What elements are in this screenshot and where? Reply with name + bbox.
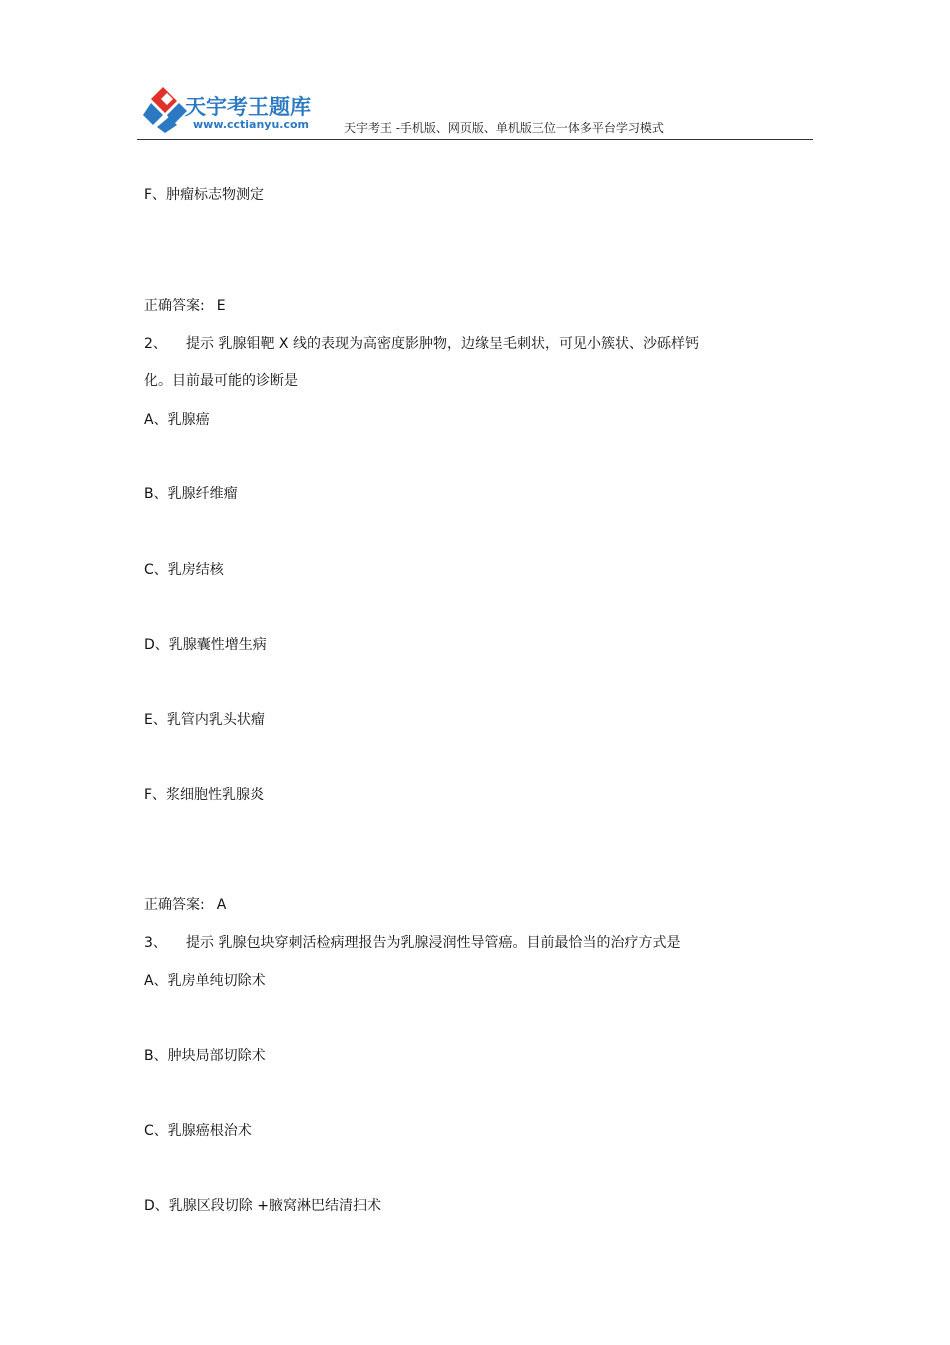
q3-option-d: D、乳腺区段切除 +腋窝淋巴结清扫术 <box>144 1198 381 1214</box>
q2-stem-line2: 化。目前最可能的诊断是 <box>144 373 298 389</box>
answer-value: A <box>216 897 227 913</box>
q2-option-c: C、乳房结核 <box>144 562 224 578</box>
q2-answer <box>144 896 226 914</box>
q1-answer <box>144 297 226 315</box>
question-number: 2、 <box>144 336 167 352</box>
q3-option-a: A、乳房单纯切除术 <box>144 973 266 989</box>
q1-option-f: F、肿瘤标志物测定 <box>144 187 265 203</box>
q3-stem <box>144 934 680 952</box>
logo-mark-icon <box>143 85 189 133</box>
q3-option-c: C、乳腺癌根治术 <box>144 1123 252 1139</box>
q3-option-b: B、肿块局部切除术 <box>144 1048 266 1064</box>
logo-title: 天宇考王题库 <box>185 95 311 119</box>
q2-option-a: A、乳腺癌 <box>144 412 210 428</box>
q2-stem-line1 <box>144 335 699 353</box>
q2-option-f: F、浆细胞性乳腺炎 <box>144 787 265 803</box>
answer-value: E <box>216 298 226 314</box>
q2-option-e: E、乳管内乳头状瘤 <box>144 712 265 728</box>
q2-option-d: D、乳腺囊性增生病 <box>144 637 267 653</box>
question-text: 提示 乳腺包块穿刺活检病理报告为乳腺浸润性导管癌。目前最恰当的治疗方式是 <box>186 935 681 951</box>
question-number: 3、 <box>144 935 167 951</box>
site-logo[interactable] <box>143 83 323 135</box>
answer-label: 正确答案: <box>144 298 205 314</box>
header-tagline: 天宇考王 -手机版、网页版、单机版三位一体多平台学习模式 <box>344 121 664 135</box>
logo-url[interactable]: www.cctianyu.com <box>193 118 310 131</box>
page-header <box>137 80 813 140</box>
q2-option-b: B、乳腺纤维瘤 <box>144 486 238 502</box>
answer-label: 正确答案: <box>144 897 205 913</box>
question-text: 提示 乳腺钼靶 X 线的表现为高密度影肿物，边缘呈毛刺状，可见小簇状、沙砾样钙 <box>186 336 699 352</box>
